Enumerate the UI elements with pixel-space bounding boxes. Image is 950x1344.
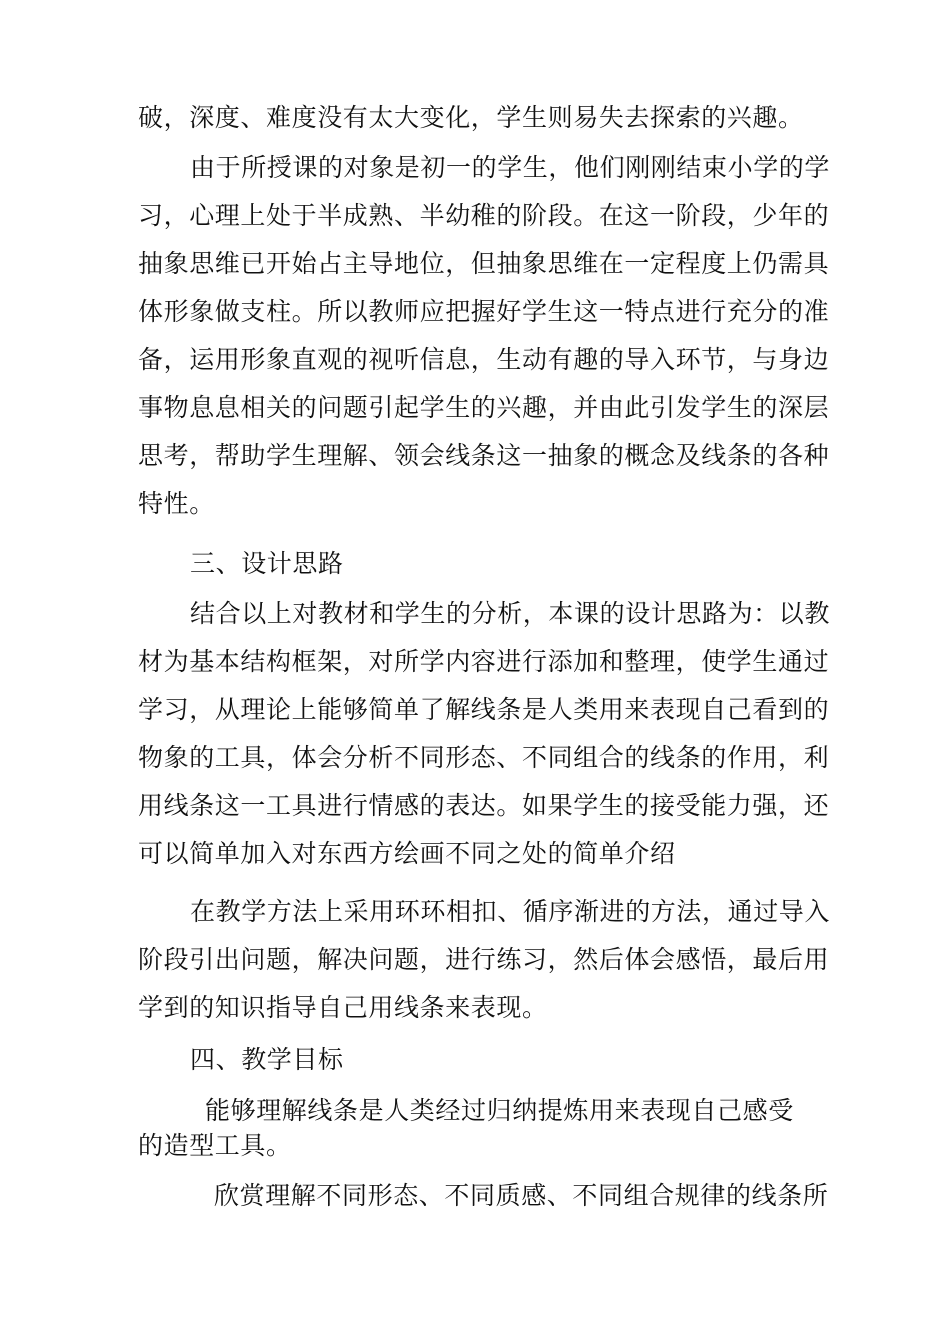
paragraph-line-3: 习，心理上处于半成熟、半幼稚的阶段。在这一阶段，少年的: [138, 201, 830, 230]
paragraph-line-1: 破，深度、难度没有太大变化，学生则易失去探索的兴趣。: [138, 103, 804, 132]
paragraph-line-2: 由于所授课的对象是初一的学生，他们刚刚结束小学的学: [190, 153, 831, 182]
paragraph-line-16: 在教学方法上采用环环相扣、循序渐进的方法，通过导入: [190, 897, 831, 926]
paragraph-line-7: 事物息息相关的问题引起学生的兴趣，并由此引发学生的深层: [138, 393, 830, 422]
paragraph-line-6: 备，运用形象直观的视听信息，生动有趣的导入环节，与身边: [138, 345, 830, 374]
paragraph-line-11: 材为基本结构框架，对所学内容进行添加和整理，使学生通过: [138, 647, 830, 676]
paragraph-line-17: 阶段引出问题，解决问题，进行练习，然后体会感悟，最后用: [138, 945, 830, 974]
goal-line-3: 欣赏理解不同形态、不同质感、不同组合规律的线条所: [214, 1181, 829, 1210]
paragraph-line-14: 用线条这一工具进行情感的表达。如果学生的接受能力强，还: [138, 791, 830, 820]
section-heading-goals: 四、教学目标: [190, 1045, 344, 1074]
paragraph-line-12: 学习，从理论上能够简单了解线条是人类用来表现自己看到的: [138, 695, 830, 724]
paragraph-line-15: 可以简单加入对东西方绘画不同之处的简单介绍: [138, 839, 676, 868]
paragraph-line-4: 抽象思维已开始占主导地位，但抽象思维在一定程度上仍需具: [138, 249, 830, 278]
section-heading-design: 三、设计思路: [190, 549, 344, 578]
paragraph-line-5: 体形象做支柱。所以教师应把握好学生这一特点进行充分的准: [138, 297, 830, 326]
paragraph-line-18: 学到的知识指导自己用线条来表现。: [138, 993, 548, 1022]
goal-line-1: 能够理解线条是人类经过归纳提炼用来表现自己感受: [205, 1096, 794, 1125]
paragraph-line-13: 物象的工具，体会分析不同形态、不同组合的线条的作用，利: [138, 743, 830, 772]
paragraph-line-9: 特性。: [138, 489, 215, 518]
paragraph-line-10: 结合以上对教材和学生的分析，本课的设计思路为：以教: [190, 599, 831, 628]
goal-line-2: 的造型工具。: [138, 1131, 292, 1160]
paragraph-line-8: 思考，帮助学生理解、领会线条这一抽象的概念及线条的各种: [138, 441, 830, 470]
